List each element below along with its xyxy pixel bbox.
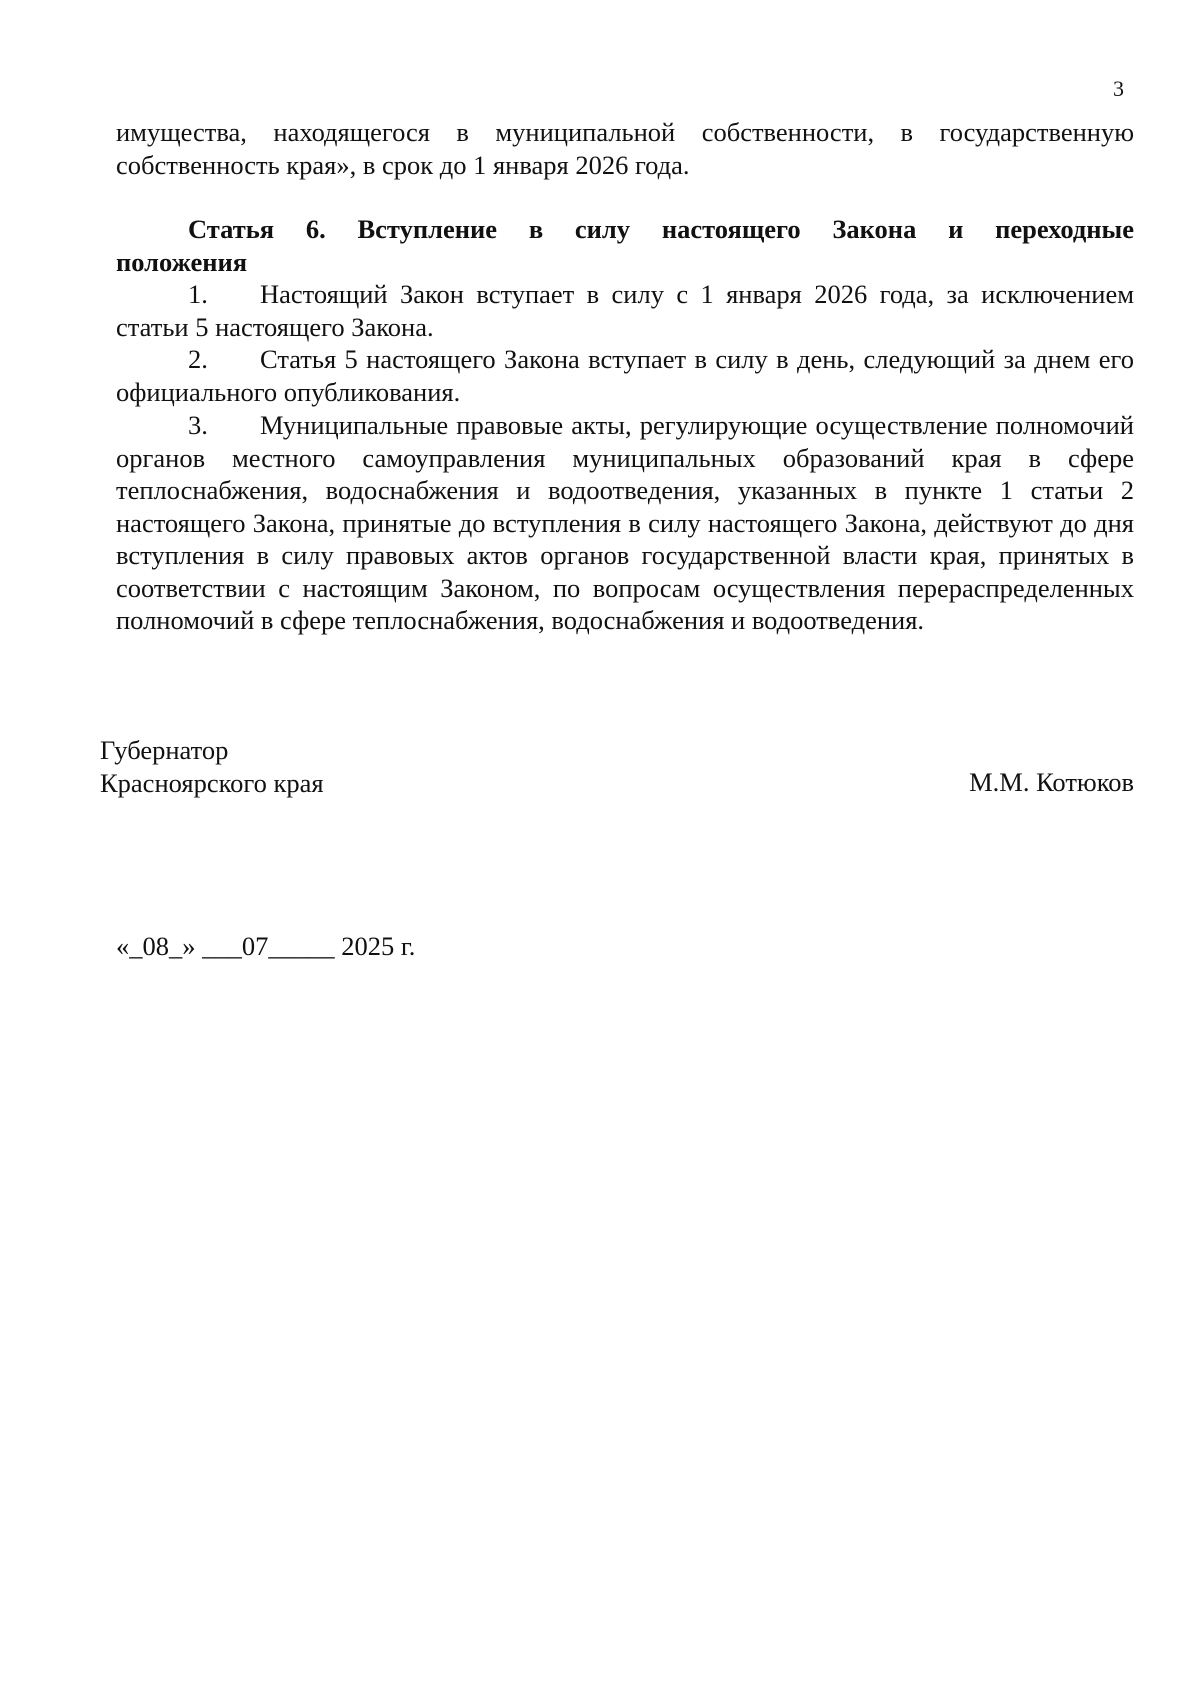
signatory-title-line-2: Красноярского края [100,767,324,798]
article-item [116,409,1134,637]
item-text: Статья 5 настоящего Закона вступает в силу в день, следующий за днем его официального опубликования. [116,344,1134,407]
signatory-title [100,734,324,799]
item-marker: 1. [188,279,208,309]
page-number: 3 [1113,76,1124,101]
signatory-name: М.М. Котюков [969,767,1134,797]
article-heading-line-2: положения [116,246,248,277]
intro-paragraph: имущества, находящегося в муниципальной собственности, в государственную собственность края», в срок до 1 января 2026 года. [116,117,1134,180]
item-text: Муниципальные правовые акты, регулирующие осуществление полномочий органов местного самоуправления муниципальных образований края в сфере теплоснабжения, водоснабжения и водоотведения, указанных в пункте 1 статьи 2 настоящего Закона, принятые до вступления в силу настоящего Закона, действуют до дня вступления в силу правовых актов органов государственной власти края, принятых в соответствии с настоящим Законом, по вопросам осуществления перераспределенных полномочий в сфере теплоснабжения, водоснабжения и водоотведения. [116,410,1134,635]
article-item [116,278,1134,343]
signing-date: «_08_» ___07_____ 2025 г. [116,931,416,961]
item-marker: 3. [188,410,208,440]
item-text: Настоящий Закон вступает в силу с 1 января 2026 года, за исключением статьи 5 настоящего Закона. [116,279,1134,342]
signatory-title-line-1: Губернатор [100,735,229,765]
article-item [116,343,1134,408]
article-heading-line-1: Статья 6. Вступление в силу настоящего Закона и переходные [188,214,1134,244]
article-heading [116,213,1134,278]
item-marker: 2. [188,344,208,374]
